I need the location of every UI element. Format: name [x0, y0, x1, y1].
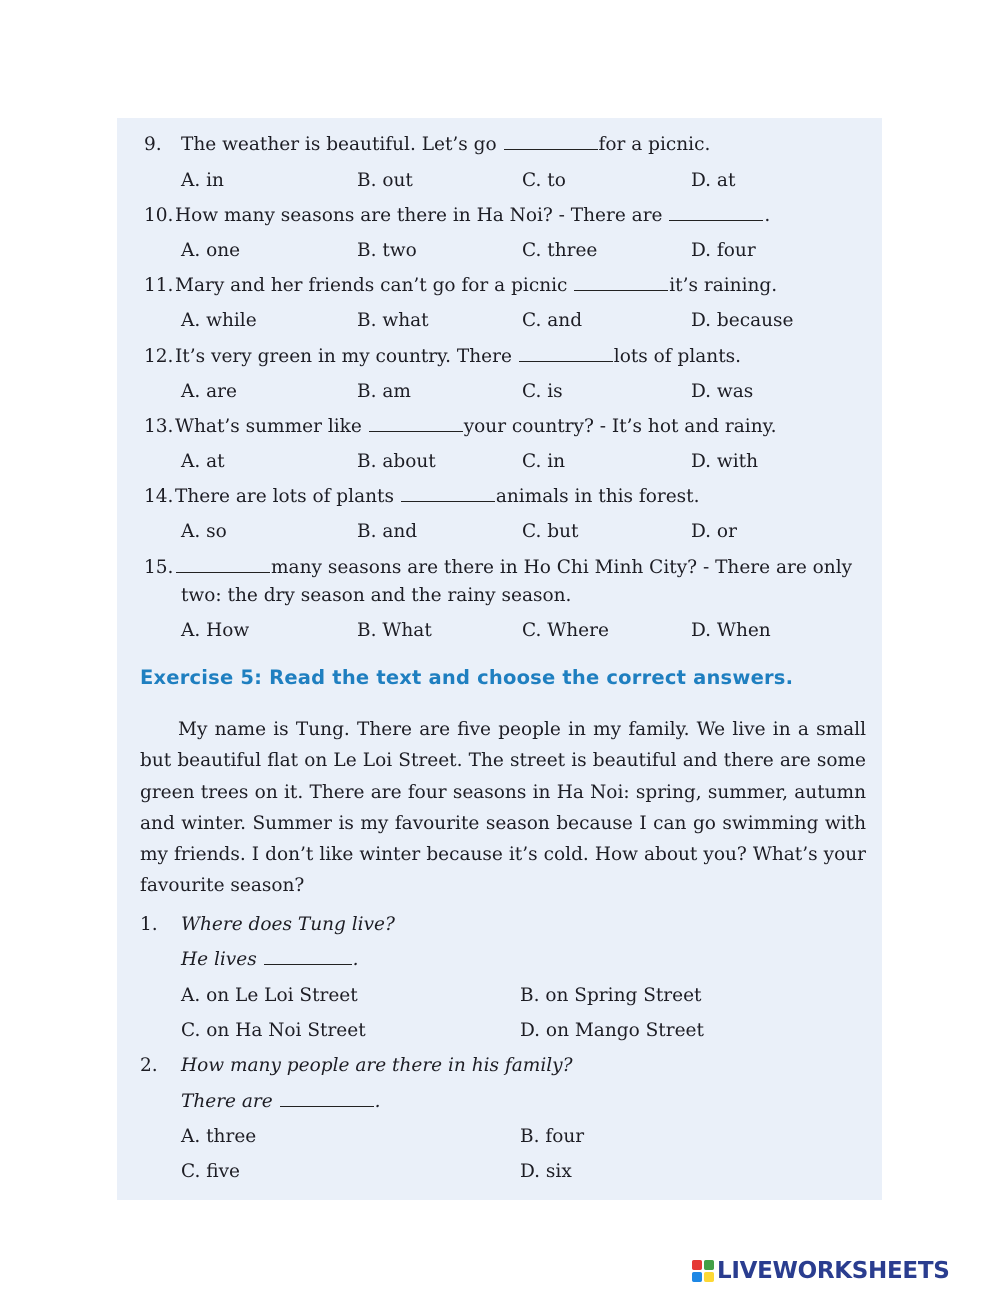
answer-blank[interactable] [504, 135, 598, 150]
option[interactable]: A. at [181, 451, 225, 472]
option[interactable]: D. was [691, 381, 754, 402]
logo-square-green [704, 1260, 714, 1270]
option[interactable]: B. am [357, 381, 411, 402]
option[interactable]: C. five [181, 1161, 240, 1182]
answer-blank[interactable] [264, 950, 352, 965]
logo-square-red [692, 1260, 702, 1270]
option[interactable]: A. on Le Loi Street [181, 985, 358, 1006]
option[interactable]: D. four [691, 240, 756, 261]
option[interactable]: D. on Mango Street [520, 1020, 704, 1041]
option[interactable]: B. on Spring Street [520, 985, 702, 1006]
answer-blank[interactable] [519, 347, 613, 362]
option[interactable]: D. because [691, 310, 794, 331]
answer-blank[interactable] [574, 276, 668, 291]
option[interactable]: D. with [691, 451, 759, 472]
option[interactable]: B. and [357, 521, 418, 542]
option[interactable]: C. but [522, 521, 579, 542]
option[interactable]: D. six [520, 1161, 572, 1182]
option[interactable]: C. and [522, 310, 583, 331]
option[interactable]: A. so [181, 521, 227, 542]
option[interactable]: C. three [522, 240, 598, 261]
option[interactable]: B. two [357, 240, 417, 261]
exercise-title: Exercise 5: Read the text and choose the correct answers. [140, 666, 794, 689]
logo-square-yellow [704, 1272, 714, 1282]
option[interactable]: A. one [181, 240, 241, 261]
option[interactable]: C. to [522, 170, 566, 191]
option[interactable]: C. is [522, 381, 563, 402]
liveworksheets-logo-icon [692, 1260, 714, 1282]
option[interactable]: A. How [181, 620, 250, 641]
option[interactable]: B. out [357, 170, 413, 191]
option[interactable]: A. three [181, 1126, 257, 1147]
option[interactable]: B. about [357, 451, 436, 472]
option[interactable]: A. while [181, 310, 257, 331]
option[interactable]: D. or [691, 521, 737, 542]
answer-blank[interactable] [176, 558, 270, 573]
option[interactable]: D. at [691, 170, 736, 191]
answer-blank[interactable] [401, 487, 495, 502]
answer-blank[interactable] [280, 1092, 374, 1107]
option[interactable]: B. What [357, 620, 432, 641]
liveworksheets-logo [692, 1256, 949, 1286]
option[interactable]: A. in [181, 170, 224, 191]
option[interactable]: C. in [522, 451, 566, 472]
option[interactable]: C. Where [522, 620, 609, 641]
logo-text: LIVEWORKSHEETS [717, 1258, 950, 1284]
option[interactable]: A. are [181, 381, 237, 402]
logo-square-blue [692, 1272, 702, 1282]
option[interactable]: B. four [520, 1126, 585, 1147]
option[interactable]: D. When [691, 620, 771, 641]
reading-passage: My name is Tung. There are five people in my family. We live in a small but beautiful flat on Le Loi Street. The street is beautiful and there are some green trees on it. There are four seasons in Ha Noi: spring, summer, autumn and winter. Summer is my favourite season because I can go swimming with my friends. I don’t like winter because it’s cold. How about you? What’s your favourite season? [140, 719, 866, 897]
answer-blank[interactable] [669, 206, 763, 221]
option[interactable]: C. on Ha Noi Street [181, 1020, 366, 1041]
option[interactable]: B. what [357, 310, 429, 331]
answer-blank[interactable] [369, 417, 463, 432]
